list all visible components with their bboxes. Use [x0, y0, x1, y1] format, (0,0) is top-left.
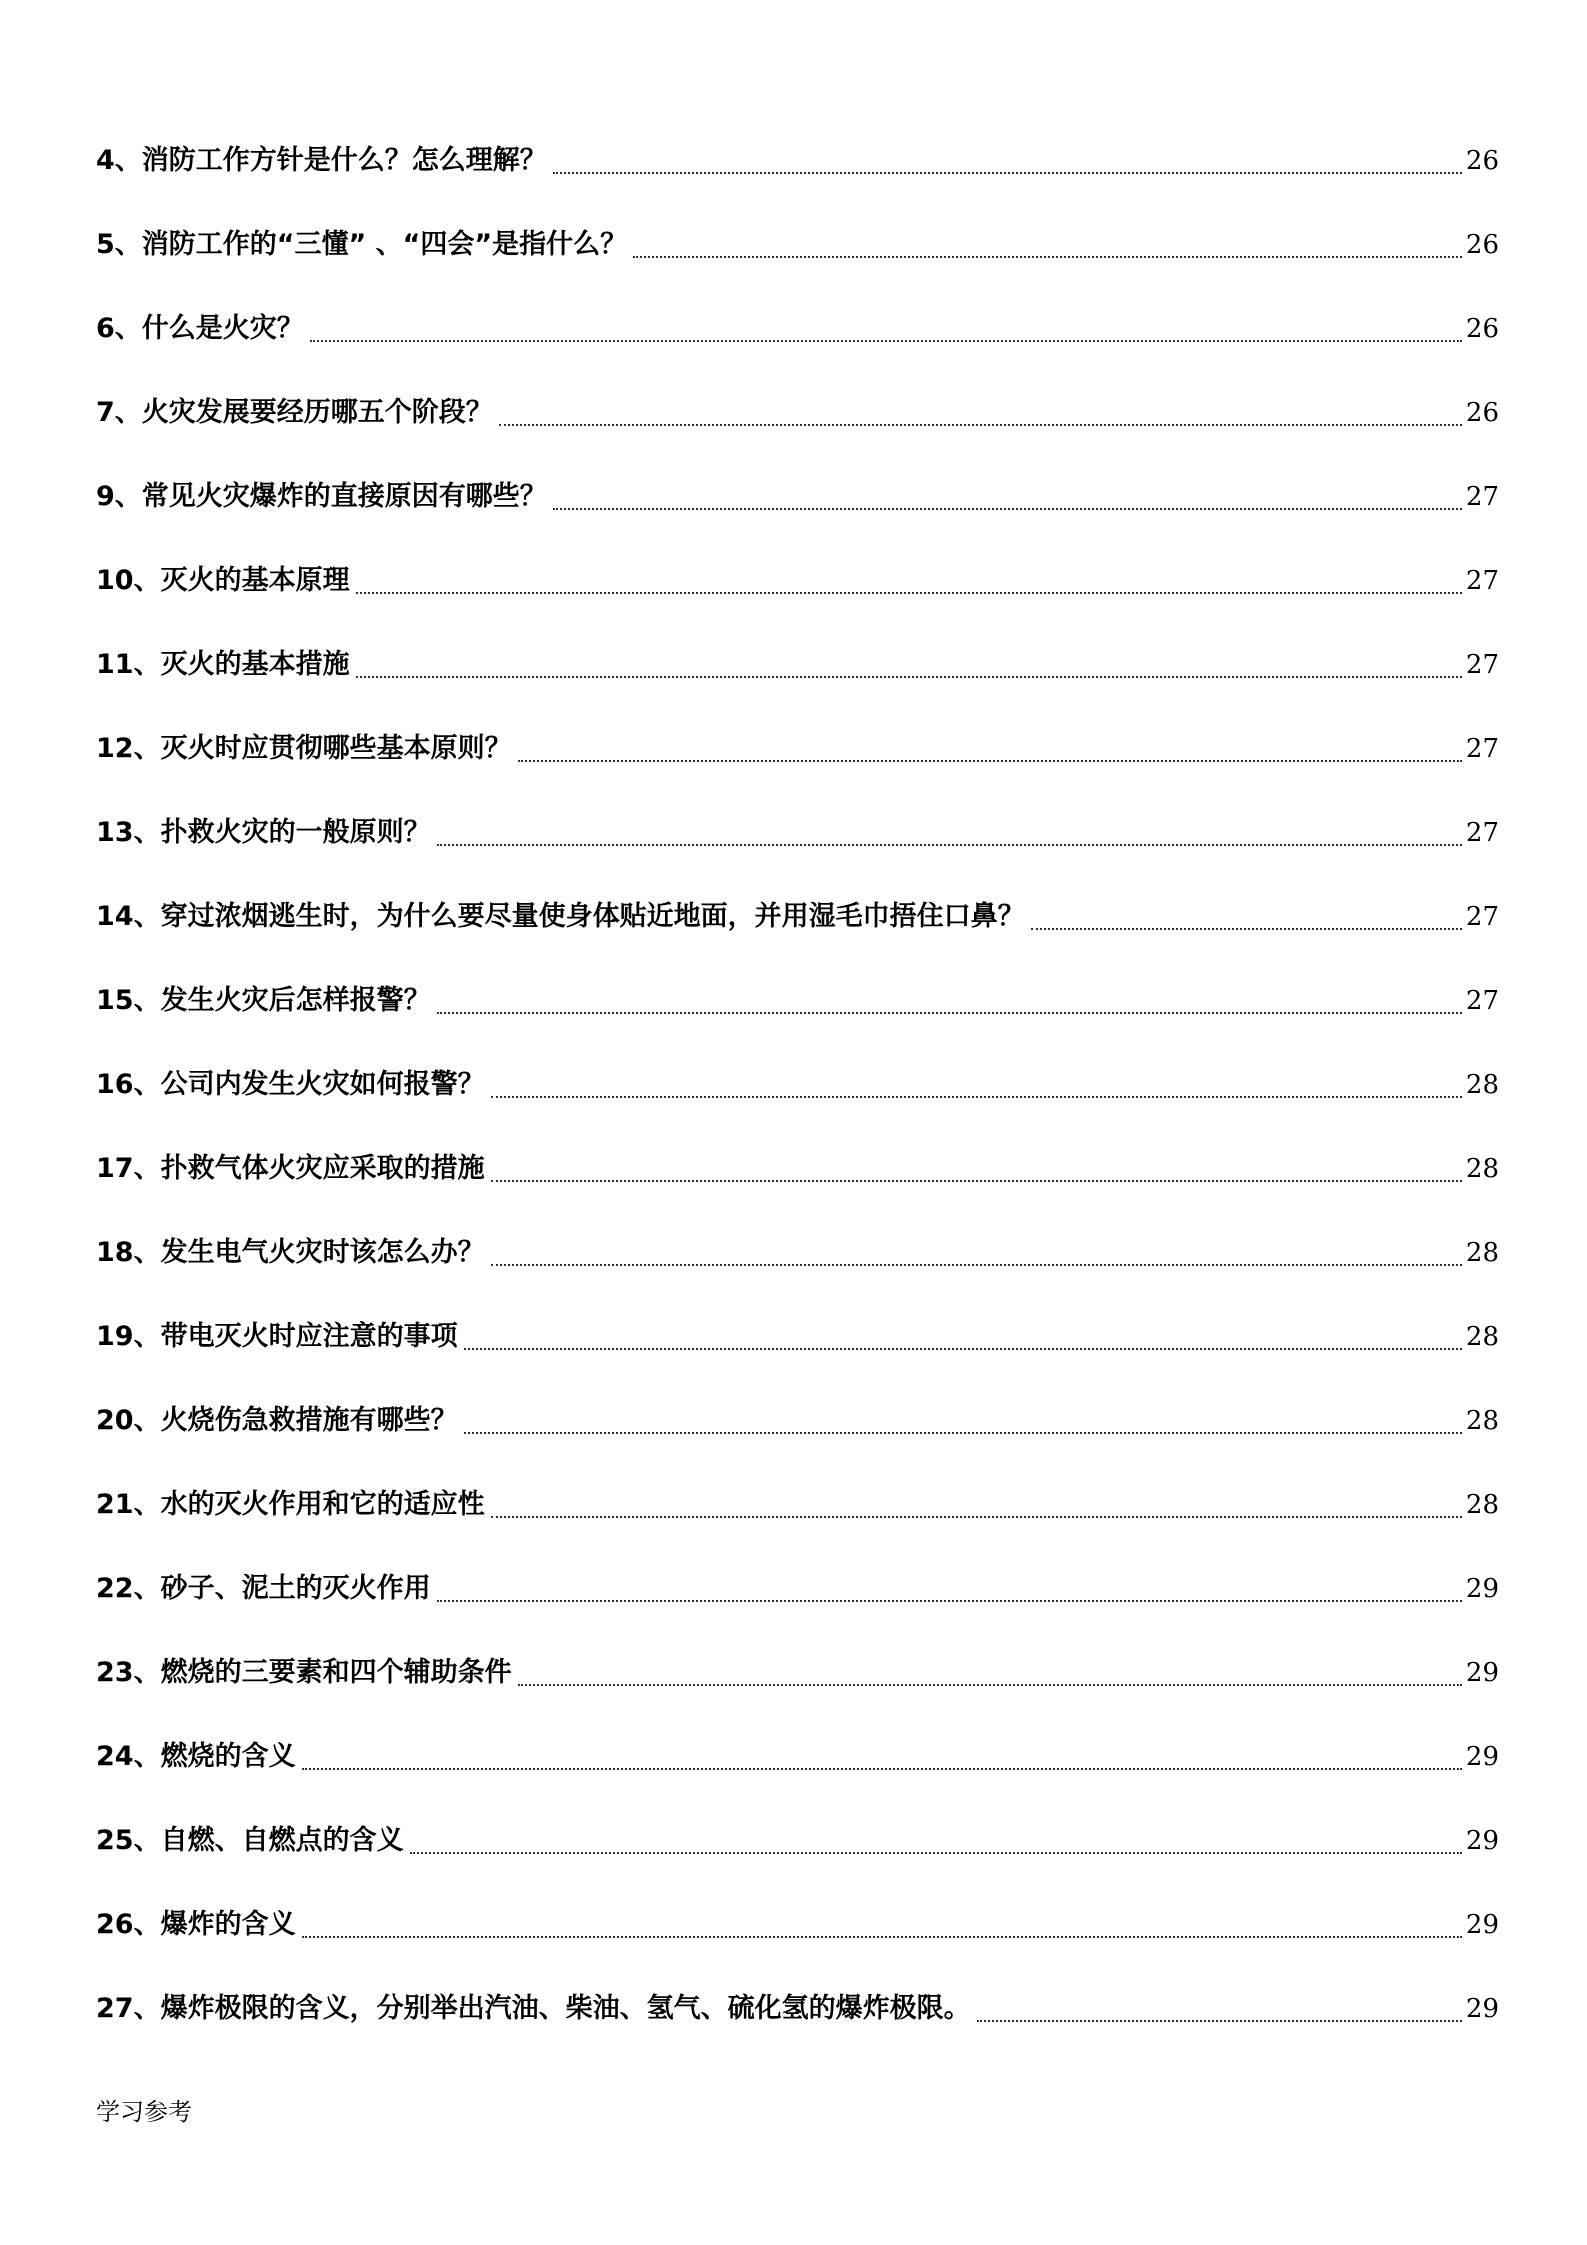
toc-dot-leader	[1031, 928, 1462, 930]
toc-entry[interactable]	[96, 186, 1499, 270]
toc-entry-title: 16、公司内发生火灾如何报警？	[96, 1069, 485, 1100]
toc-dot-leader	[491, 1096, 1462, 1098]
toc-page-number: 29	[1465, 1910, 1499, 1940]
toc-entry-title: 11、灭火的基本措施	[96, 649, 350, 680]
toc-dot-leader	[302, 1936, 1462, 1938]
toc-entry-title: 19、带电灭火时应注意的事项	[96, 1321, 458, 1352]
toc-entry-title: 4、消防工作方针是什么？怎么理解？	[96, 145, 547, 176]
toc-page-number: 26	[1465, 314, 1499, 344]
toc-dot-leader	[499, 424, 1462, 426]
toc-page-number: 27	[1465, 902, 1499, 932]
toc-entry-title: 18、发生电气火灾时该怎么办？	[96, 1237, 485, 1268]
toc-entry[interactable]	[96, 942, 1499, 1026]
toc-page-number: 28	[1465, 1406, 1499, 1436]
toc-dot-leader	[437, 1012, 1462, 1014]
toc-dot-leader	[553, 172, 1462, 174]
toc-dot-leader	[302, 1768, 1462, 1770]
toc-dot-leader	[633, 256, 1462, 258]
toc-entry-title: 20、火烧伤急救措施有哪些？	[96, 1405, 458, 1436]
table-of-contents	[96, 102, 1499, 2034]
page-footer: 学习参考	[96, 2098, 192, 2126]
toc-entry-title: 27、爆炸极限的含义，分别举出汽油、柴油、氢气、硫化氢的爆炸极限。	[96, 1993, 971, 2024]
toc-entry[interactable]	[96, 354, 1499, 438]
toc-entry[interactable]	[96, 1614, 1499, 1698]
toc-dot-leader	[437, 1600, 1462, 1602]
toc-entry[interactable]	[96, 102, 1499, 186]
toc-page-number: 27	[1465, 650, 1499, 680]
toc-dot-leader	[437, 844, 1462, 846]
toc-entry[interactable]	[96, 1950, 1499, 2034]
toc-entry[interactable]	[96, 1110, 1499, 1194]
toc-entry-title: 22、砂子、泥土的灭火作用	[96, 1573, 431, 1604]
toc-entry[interactable]	[96, 1362, 1499, 1446]
toc-dot-leader	[410, 1852, 1462, 1854]
toc-page-number: 27	[1465, 482, 1499, 512]
toc-entry-title: 13、扑救火灾的一般原则？	[96, 817, 431, 848]
toc-dot-leader	[491, 1180, 1462, 1182]
toc-entry-title: 26、爆炸的含义	[96, 1909, 296, 1940]
toc-entry-title: 25、自燃、自燃点的含义	[96, 1825, 404, 1856]
toc-page-number: 29	[1465, 1658, 1499, 1688]
toc-entry[interactable]	[96, 1026, 1499, 1110]
toc-entry-title: 15、发生火灾后怎样报警？	[96, 985, 431, 1016]
toc-dot-leader	[464, 1348, 1462, 1350]
toc-dot-leader	[356, 676, 1462, 678]
toc-entry-title: 6、什么是火灾？	[96, 313, 304, 344]
toc-entry-title: 14、穿过浓烟逃生时，为什么要尽量使身体贴近地面，并用湿毛巾捂住口鼻？	[96, 901, 1025, 932]
toc-dot-leader	[977, 2020, 1462, 2022]
toc-entry[interactable]	[96, 1446, 1499, 1530]
toc-dot-leader	[518, 760, 1462, 762]
toc-page-number: 29	[1465, 1574, 1499, 1604]
toc-dot-leader	[310, 340, 1462, 342]
toc-entry-title: 7、火灾发展要经历哪五个阶段？	[96, 397, 493, 428]
toc-entry[interactable]	[96, 1782, 1499, 1866]
toc-entry[interactable]	[96, 1278, 1499, 1362]
toc-entry-title: 9、常见火灾爆炸的直接原因有哪些？	[96, 481, 547, 512]
toc-entry[interactable]	[96, 1530, 1499, 1614]
toc-page-number: 27	[1465, 734, 1499, 764]
toc-entry-title: 24、燃烧的含义	[96, 1741, 296, 1772]
toc-entry[interactable]	[96, 522, 1499, 606]
toc-dot-leader	[518, 1684, 1462, 1686]
toc-page-number: 29	[1465, 1826, 1499, 1856]
toc-entry[interactable]	[96, 858, 1499, 942]
toc-page-number: 29	[1465, 1742, 1499, 1772]
toc-page-number: 27	[1465, 986, 1499, 1016]
toc-entry-title: 21、水的灭火作用和它的适应性	[96, 1489, 485, 1520]
toc-entry-title: 10、灭火的基本原理	[96, 565, 350, 596]
toc-entry[interactable]	[96, 606, 1499, 690]
toc-dot-leader	[491, 1264, 1462, 1266]
toc-entry-title: 5、消防工作的“三懂” 、“四会”是指什么？	[96, 229, 628, 260]
toc-entry[interactable]	[96, 690, 1499, 774]
toc-page-number: 28	[1465, 1238, 1499, 1268]
toc-entry-title: 12、灭火时应贯彻哪些基本原则？	[96, 733, 512, 764]
toc-page-number: 29	[1465, 1994, 1499, 2024]
toc-dot-leader	[491, 1516, 1462, 1518]
toc-entry[interactable]	[96, 1866, 1499, 1950]
toc-page-number: 26	[1465, 230, 1499, 260]
toc-dot-leader	[464, 1432, 1462, 1434]
toc-entry[interactable]	[96, 438, 1499, 522]
toc-page-number: 26	[1465, 146, 1499, 176]
toc-entry-title: 17、扑救气体火灾应采取的措施	[96, 1153, 485, 1184]
toc-entry[interactable]	[96, 774, 1499, 858]
toc-page-number: 26	[1465, 398, 1499, 428]
toc-entry[interactable]	[96, 1194, 1499, 1278]
toc-entry-title: 23、燃烧的三要素和四个辅助条件	[96, 1657, 512, 1688]
toc-entry[interactable]	[96, 1698, 1499, 1782]
toc-page-number: 28	[1465, 1490, 1499, 1520]
toc-page-number: 27	[1465, 818, 1499, 848]
toc-entry[interactable]	[96, 270, 1499, 354]
toc-dot-leader	[356, 592, 1462, 594]
toc-page-number: 28	[1465, 1154, 1499, 1184]
toc-dot-leader	[553, 508, 1462, 510]
toc-page-number: 28	[1465, 1322, 1499, 1352]
toc-page-number: 28	[1465, 1070, 1499, 1100]
toc-page-number: 27	[1465, 566, 1499, 596]
